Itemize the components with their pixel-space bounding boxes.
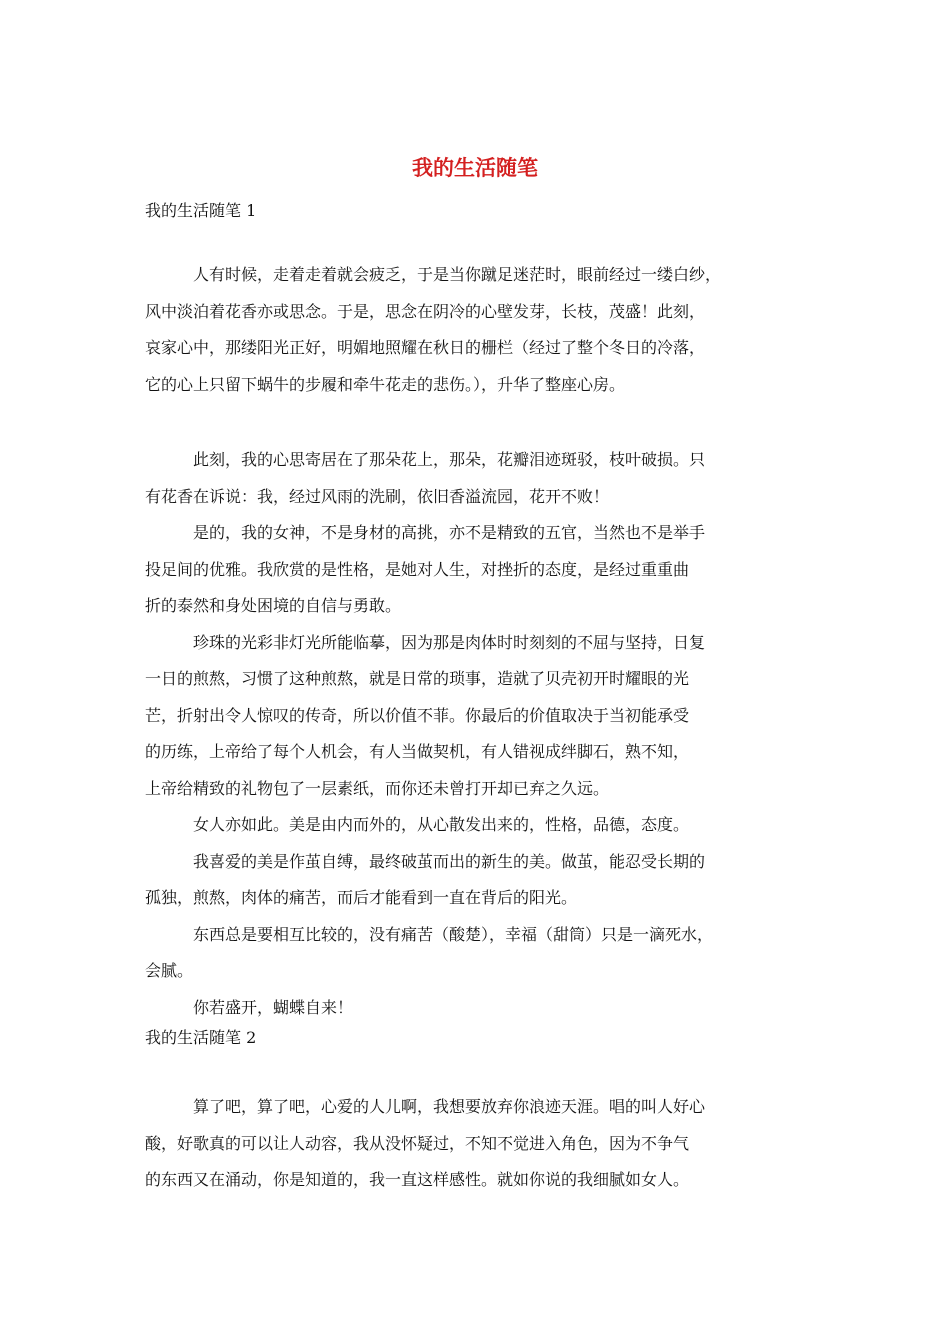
text-line: 此刻，我的心思寄居在了那朵花上，那朵，花瓣泪迹斑驳，枝叶破损。只: [193, 450, 706, 469]
text-line: 酸，好歌真的可以让人动容，我从没怀疑过，不知不觉进入角色，因为不争气: [145, 1133, 690, 1153]
text-line: 孤独，煎熬，肉体的痛苦，而后才能看到一直在背后的阳光。: [145, 888, 578, 907]
text-line: 有花香在诉说：我，经过风雨的洗刷，依旧香溢流园，花开不败！: [145, 486, 610, 506]
section-heading-1: 我的生活随笔 1: [145, 201, 257, 220]
section-heading-2: 我的生活随笔 2: [145, 1028, 257, 1047]
text-line: 我喜爱的美是作茧自缚，最终破茧而出的新生的美。做茧，能忍受长期的: [193, 851, 706, 871]
text-line: 哀家心中，那缕阳光正好，明媚地照耀在秋日的栅栏（经过了整个冬日的冷落，: [145, 338, 706, 357]
text-line: 女人亦如此。美是由内而外的，从心散发出来的，性格，品德，态度。: [193, 815, 690, 834]
paragraph-2: [145, 442, 810, 1026]
paragraph-1: [145, 257, 810, 403]
text-line: 算了吧，算了吧，心爱的人儿啊，我想要放弃你浪迹天涯。唱的叫人好心: [193, 1097, 706, 1116]
text-line: 的历练，上帝给了每个人机会，有人当做契机，有人错视成绊脚石，熟不知，: [145, 742, 690, 761]
paragraph-3: [145, 1089, 810, 1199]
text-line: 风中淡泊着花香亦或思念。于是，思念在阴冷的心壁发芽，长枝，茂盛！此刻，: [145, 301, 706, 321]
text-line: 芒，折射出令人惊叹的传奇，所以价值不菲。你最后的价值取决于当初能承受: [145, 705, 690, 725]
text-line: 珍珠的光彩非灯光所能临摹，因为那是肉体时时刻刻的不屈与坚持，日复: [193, 632, 706, 652]
text-line: 一日的煎熬，习惯了这种煎熬，就是日常的琐事，造就了贝壳初开时耀眼的光: [145, 669, 690, 688]
text-line: 是的，我的女神，不是身材的高挑，亦不是精致的五官，当然也不是举手: [193, 523, 706, 542]
text-line: 上帝给精致的礼物包了一层素纸，而你还未曾打开却已弃之久远。: [145, 778, 610, 798]
text-line: 的东西又在涌动，你是知道的，我一直这样感性。就如你说的我细腻如女人。: [145, 1170, 690, 1189]
text-line: 会腻。: [145, 961, 194, 980]
document-title: 我的生活随笔: [412, 155, 538, 180]
text-line: 你若盛开，蝴蝶自来！: [193, 997, 354, 1017]
text-line: 折的泰然和身处困境的自信与勇敢。: [145, 596, 402, 615]
text-line: 投足间的优雅。我欣赏的是性格，是她对人生，对挫折的态度，是经过重重曲: [145, 559, 690, 579]
text-line: 它的心上只留下蜗牛的步履和牵牛花走的悲伤。），升华了整座心房。: [145, 374, 626, 394]
text-line: 人有时候，走着走着就会疲乏，于是当你蹴足迷茫时，眼前经过一缕白纱，: [193, 265, 722, 284]
text-line: 东西总是要相互比较的，没有痛苦（酸楚），幸福（甜筒）只是一滴死水，: [193, 924, 714, 944]
